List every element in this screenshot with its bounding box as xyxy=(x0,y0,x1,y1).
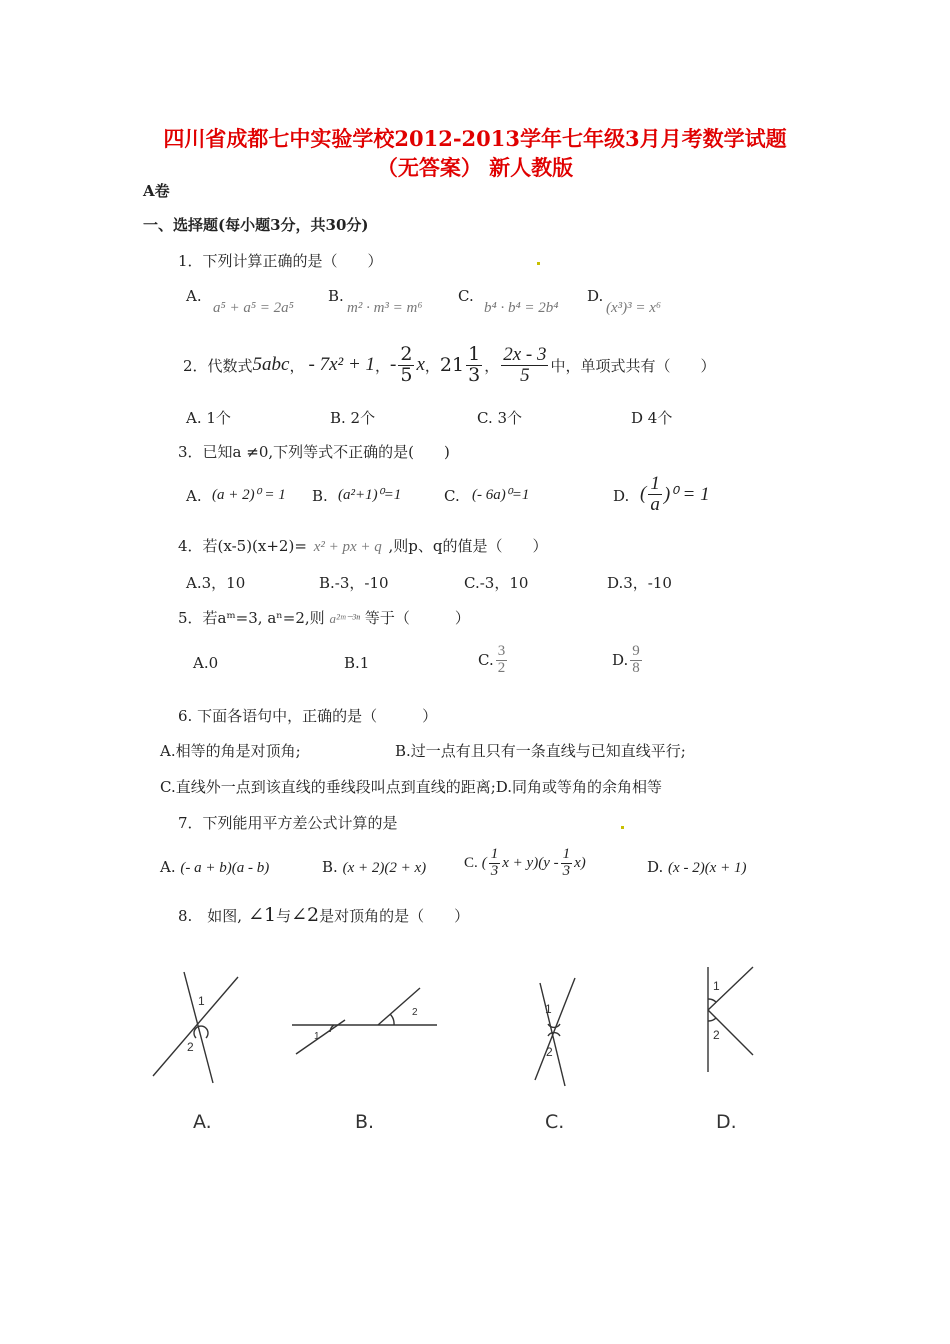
figure-c xyxy=(535,978,575,1086)
q5-option-b: B.1 xyxy=(344,654,370,672)
fraction-numerator: 1 xyxy=(650,473,660,494)
q7-c-middle: x + y)(y - xyxy=(502,854,559,871)
angle-2-symbol: ∠2 xyxy=(291,904,320,926)
q5-stem-text: 5．若aᵐ=3, aⁿ=2,则 xyxy=(178,609,325,627)
q2-term-1: 5abc xyxy=(252,354,290,376)
q3-option-b-label: B. xyxy=(312,487,328,505)
fraction-denominator: 5 xyxy=(400,363,413,386)
figure-a-label-1: 1 xyxy=(198,994,205,1008)
question-3-stem: 3．已知a ≠0,下列等式不正确的是( ) xyxy=(178,443,450,461)
figure-b-label-1: 1 xyxy=(314,1031,320,1042)
speck xyxy=(537,262,540,265)
q1-option-b-label: B. xyxy=(328,287,344,305)
q5-stem-expr: a²ᵐ⁻³ⁿ xyxy=(329,611,361,626)
q2-sep: ， xyxy=(289,356,305,375)
q7-option-b xyxy=(322,858,426,877)
q5-option-c-label: C. xyxy=(478,651,494,670)
figure-d-arc-1 xyxy=(708,999,716,1002)
q5-d-fraction xyxy=(630,644,642,677)
q7-option-a-expr: (- a + b)(a - b) xyxy=(180,860,270,876)
q2-term-3-fraction xyxy=(398,345,414,386)
fraction-numerator: 2 xyxy=(400,343,413,365)
angle-1-symbol: ∠1 xyxy=(248,904,277,926)
q8-figures xyxy=(0,950,950,1100)
speck xyxy=(621,826,624,829)
figure-b-caption: B. xyxy=(355,1111,375,1133)
question-5-stem xyxy=(178,607,470,628)
q3-d-fraction xyxy=(648,474,662,515)
q1-option-a-expr: a⁵ + a⁵ = 2a⁵ xyxy=(213,300,294,316)
fraction-numerator: 1 xyxy=(562,846,571,862)
q4-option-d: D.3，-10 xyxy=(607,574,672,592)
figure-a-line-2 xyxy=(153,977,238,1076)
figure-d-label-1: 1 xyxy=(713,979,720,993)
q7-c-fraction-1 xyxy=(489,847,501,880)
q7-option-b-expr: (x + 2)(2 + x) xyxy=(342,860,427,876)
fraction-denominator: 3 xyxy=(468,363,481,386)
figure-c-arc-bottom xyxy=(548,1033,560,1036)
fraction-denominator: a xyxy=(650,493,660,515)
figure-a-caption: A. xyxy=(193,1111,212,1133)
fraction-denominator: 8 xyxy=(632,659,640,676)
q7-option-c xyxy=(464,847,586,880)
document-title-line1: 四川省成都七中实验学校2012-2013学年七年级3月月考数学试题 xyxy=(163,126,787,151)
q5-stem-tail: 等于（ ） xyxy=(364,609,470,627)
figure-b-label-2: 2 xyxy=(412,1007,418,1018)
q2-sep: ， xyxy=(424,356,440,375)
q5-option-c xyxy=(478,644,509,677)
q3-option-a-expr: (a + 2)⁰ = 1 xyxy=(212,487,286,503)
fraction-numerator: 1 xyxy=(468,343,481,365)
q3-option-b-expr: (a²+1)⁰=1 xyxy=(338,487,402,503)
figure-c-label-2: 2 xyxy=(546,1045,553,1059)
q2-term-3-var: x xyxy=(416,354,425,376)
q4-stem-text: 4．若(x-5)(x+2)= xyxy=(178,537,307,555)
q5-option-a: A.0 xyxy=(193,654,219,672)
q2-term-2: - 7x² + 1 xyxy=(308,354,376,376)
q3-option-d-expr xyxy=(640,474,710,515)
q2-term-3-sign: - xyxy=(390,354,397,376)
q2-term-4-whole: 21 xyxy=(439,354,465,377)
section-label: A卷 xyxy=(143,182,170,200)
q1-option-a-label: A. xyxy=(186,287,202,305)
figure-b-arc-2 xyxy=(390,1014,394,1025)
q5-option-d-label: D. xyxy=(612,651,629,670)
q5-option-d xyxy=(612,644,644,677)
q4-option-c: C.-3，10 xyxy=(464,574,529,592)
document-title-line2: （无答案） 新人教版 xyxy=(376,155,574,180)
q7-option-d xyxy=(647,858,746,877)
figure-d-caption: D. xyxy=(716,1111,737,1133)
q3-option-c-expr: (- 6a)⁰=1 xyxy=(472,487,530,503)
figure-a xyxy=(153,972,238,1083)
q1-option-d-expr: (x³)³ = x⁶ xyxy=(606,300,662,316)
q2-option-c: C. 3个 xyxy=(477,409,523,427)
fraction-numerator: 2x - 3 xyxy=(503,344,547,365)
q4-option-a: A.3，10 xyxy=(186,574,246,592)
q6-option-a: A.相等的角是对顶角; xyxy=(160,742,301,760)
q3-option-c-label: C. xyxy=(444,487,460,505)
q7-c-fraction-2 xyxy=(561,847,573,880)
q7-option-d-label: D. xyxy=(647,858,664,876)
fraction-denominator: 2 xyxy=(497,659,506,676)
question-4-stem xyxy=(178,535,548,556)
q8-stem-tail: 是对顶角的是（ ） xyxy=(319,906,470,925)
paren-open: ( xyxy=(481,854,487,871)
q6-option-cd: C.直线外一点到该直线的垂线段叫点到直线的距离;D.同角或等角的余角相等 xyxy=(160,778,663,796)
q4-stem-tail: ,则p、q的值是（ ） xyxy=(388,537,548,555)
q1-option-c-expr: b⁴ · b⁴ = 2b⁴ xyxy=(484,300,559,316)
q3-d-tail: )⁰ = 1 xyxy=(663,483,710,505)
question-6-stem: 6. 下面各语句中，正确的是（ ） xyxy=(178,707,438,725)
q3-option-d-label: D. xyxy=(613,487,630,505)
q6-option-b: B.过一点有且只有一条直线与已知直线平行; xyxy=(395,742,686,760)
q3-option-a-label: A. xyxy=(186,487,202,505)
figure-d-label-2: 2 xyxy=(713,1028,720,1042)
q1-option-c-label: C. xyxy=(458,287,474,305)
q4-option-b: B.-3，-10 xyxy=(319,574,389,592)
q1-option-d-label: D. xyxy=(587,287,604,305)
fraction-numerator: 3 xyxy=(497,643,506,659)
q8-with: 与 xyxy=(276,906,292,925)
q2-option-d: D 4个 xyxy=(631,409,673,427)
q2-option-b: B. 2个 xyxy=(330,409,376,427)
figure-a-label-2: 2 xyxy=(187,1040,194,1054)
q5-c-fraction xyxy=(496,644,508,677)
q4-stem-expr: x² + px + q xyxy=(313,539,382,555)
q2-suffix: 中，单项式共有（ ） xyxy=(550,356,716,375)
q7-option-a-label: A. xyxy=(160,858,176,876)
q1-option-b-expr: m² · m³ = m⁶ xyxy=(347,300,423,316)
q2-sep: ， xyxy=(375,356,391,375)
q2-term-5-fraction xyxy=(501,345,548,386)
question-8-stem xyxy=(178,904,469,926)
q2-term-4-fraction xyxy=(466,345,482,386)
fraction-numerator: 9 xyxy=(632,643,640,659)
figure-d-arc-2 xyxy=(708,1018,716,1021)
q7-option-d-expr: (x - 2)(x + 1) xyxy=(668,860,747,876)
paren-open: ( xyxy=(640,483,647,505)
fraction-denominator: 3 xyxy=(562,862,571,879)
q7-option-b-label: B. xyxy=(322,858,338,876)
q7-option-c-label: C. xyxy=(464,854,478,871)
question-2-stem xyxy=(183,345,716,386)
fraction-denominator: 3 xyxy=(490,862,499,879)
q8-stem-text: 8. 如图, xyxy=(178,906,243,925)
figure-b xyxy=(292,988,437,1054)
figure-c-label-1: 1 xyxy=(545,1002,552,1016)
figure-a-line-1 xyxy=(184,972,213,1083)
q7-option-a xyxy=(160,858,269,877)
question-1-stem: 1．下列计算正确的是（ ） xyxy=(178,252,383,270)
part-heading: 一、选择题(每小题3分，共30分) xyxy=(143,216,369,234)
q7-c-tail: x) xyxy=(574,854,586,871)
q2-prefix: 2．代数式 xyxy=(183,356,253,375)
fraction-denominator: 5 xyxy=(520,364,530,386)
fraction-numerator: 1 xyxy=(490,846,499,862)
q2-option-a: A. 1个 xyxy=(186,409,231,427)
question-7-stem: 7．下列能用平方差公式计算的是 xyxy=(178,814,398,832)
q2-sep: ， xyxy=(484,356,500,375)
figure-c-line-2 xyxy=(535,978,575,1080)
figure-c-caption: C. xyxy=(545,1111,565,1133)
